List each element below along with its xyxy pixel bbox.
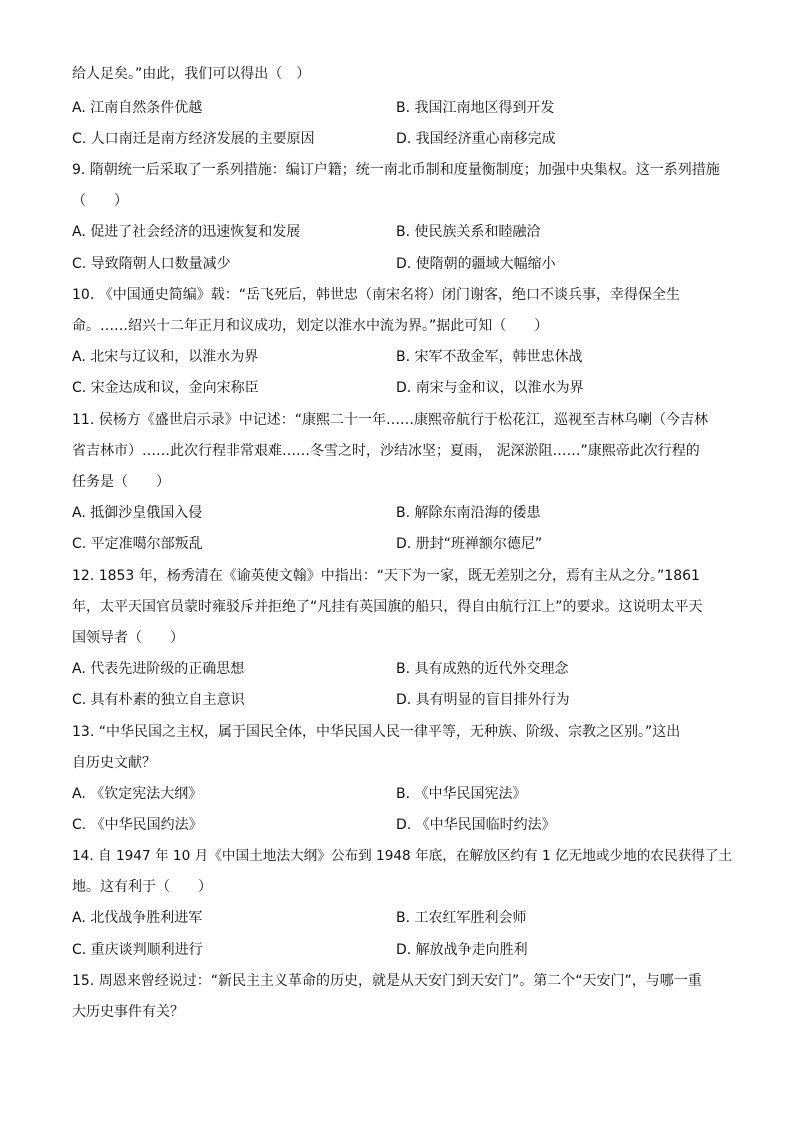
q8-options-row-1 xyxy=(72,98,732,118)
q12-stem-line-3: 国领导者（ ） xyxy=(72,630,184,646)
q11-stem-line-2: 省吉林市）……此次行程非常艰难……冬雪之时，沙结冰坚；夏雨， 泥深淤阻……”康熙帝此次行程的 xyxy=(72,443,700,459)
q8-stem-tail: 给人足矣。”由此，我们可以得出（ ） xyxy=(72,66,311,82)
q12-options-row-2 xyxy=(72,690,732,710)
q11-stem-line-3: 任务是（ ） xyxy=(72,474,170,490)
q12-option-a: A. 代表先进阶级的正确思想 xyxy=(72,661,245,677)
q13-stem-line-1: 13. “中华民国之主权，属于国民全体，中华民国人民一律平等，无种族、阶级、宗教之区别。”这出 xyxy=(72,724,681,740)
q13-option-c: C. 《中华民国约法》 xyxy=(72,817,203,833)
q12-options-row-1 xyxy=(72,659,732,679)
q14-stem-line-1: 14. 自 1947 年 10 月《中国土地法大纲》公布到 1948 年底，在解放区约有 1 亿无地或少地的农民获得了土 xyxy=(72,848,733,864)
q9-option-b: B. 使民族关系和睦融洽 xyxy=(396,224,541,240)
q13-stem-line-2: 自历史文献？ xyxy=(72,755,156,771)
q14-options-row-2 xyxy=(72,940,732,960)
q14-option-d: D. 解放战争走向胜利 xyxy=(396,942,528,958)
q14-option-c: C. 重庆谈判顺利进行 xyxy=(72,942,203,958)
q12-option-c: C. 具有朴素的独立自主意识 xyxy=(72,692,245,708)
q10-option-c: C. 宋金达成和议，金向宋称臣 xyxy=(72,380,259,396)
q14-option-a: A. 北伐战争胜利进军 xyxy=(72,910,203,926)
q14-stem-line-2: 地。这有利于（ ） xyxy=(72,879,212,895)
q15-stem-line-1: 15. 周恩来曾经说过：“新民主主义革命的历史，就是从天安门到天安门”。第二个“天安门”，与哪一重 xyxy=(72,973,702,989)
q8-option-b: B. 我国江南地区得到开发 xyxy=(396,100,555,116)
q9-stem-line-2: （ ） xyxy=(72,193,128,209)
q13-option-b: B. 《中华民国宪法》 xyxy=(396,786,527,802)
q15-stem-line-2: 大历史事件有关？ xyxy=(72,1004,184,1020)
q11-option-d: D. 册封“班禅额尔德尼” xyxy=(396,536,543,552)
q12-option-d: D. 具有明显的盲目排外行为 xyxy=(396,692,570,708)
q10-option-a: A. 北宋与辽议和，以淮水为界 xyxy=(72,349,259,365)
q12-stem-line-1: 12. 1853 年，杨秀清在《谕英使文翰》中指出：“天下为一家，既无差别之分，焉有主从之分。”1861 xyxy=(72,568,700,584)
q10-option-d: D. 南宋与金和议，以淮水为界 xyxy=(396,380,584,396)
q9-option-a: A. 促进了社会经济的迅速恢复和发展 xyxy=(72,224,301,240)
q12-stem-line-2: 年，太平天国官员蒙时雍驳斥并拒绝了“凡挂有英国旗的船只，得自由航行江上”的要求。这说明太平天 xyxy=(72,599,703,615)
q11-stem-line-1: 11. 侯杨方《盛世启示录》中记述：“康熙二十一年……康熙帝航行于松花江，巡视至吉林乌喇（今吉林 xyxy=(72,412,708,428)
q12-option-b: B. 具有成熟的近代外交理念 xyxy=(396,661,569,677)
q14-options-row-1 xyxy=(72,908,732,928)
q11-option-c: C. 平定准噶尔部叛乱 xyxy=(72,536,203,552)
q8-option-c: C. 人口南迁是南方经济发展的主要原因 xyxy=(72,131,315,147)
q11-options-row-1 xyxy=(72,503,732,523)
q13-option-d: D. 《中华民国临时约法》 xyxy=(396,817,556,833)
q10-options-row-2 xyxy=(72,378,732,398)
q10-stem-line-1: 10. 《中国通史简编》载：“岳飞死后，韩世忠（南宋名将）闭门谢客，绝口不谈兵事，幸得保全生 xyxy=(72,287,680,303)
q13-option-a: A. 《钦定宪法大纲》 xyxy=(72,786,203,802)
q9-options-row-2 xyxy=(72,254,732,274)
q11-option-b: B. 解除东南沿海的倭患 xyxy=(396,505,541,521)
q9-stem-line-1: 9. 隋朝统一后采取了一系列措施：编订户籍；统一南北币制和度量衡制度；加强中央集权。这一系列措施 xyxy=(72,162,720,178)
q9-option-c: C. 导致隋朝人口数量减少 xyxy=(72,256,231,272)
q10-stem-line-2: 命。……绍兴十二年正月和议成功，划定以淮水中流为界。”据此可知（ ） xyxy=(72,318,549,334)
q11-option-a: A. 抵御沙皇俄国入侵 xyxy=(72,505,203,521)
q13-options-row-2 xyxy=(72,815,732,835)
q14-option-b: B. 工农红军胜利会师 xyxy=(396,910,527,926)
q10-options-row-1 xyxy=(72,347,732,367)
q8-option-a: A. 江南自然条件优越 xyxy=(72,100,203,116)
q11-options-row-2 xyxy=(72,534,732,554)
q8-option-d: D. 我国经济重心南移完成 xyxy=(396,131,556,147)
q10-option-b: B. 宋军不敌金军，韩世忠休战 xyxy=(396,349,583,365)
q9-option-d: D. 使隋朝的疆域大幅缩小 xyxy=(396,256,556,272)
q8-options-row-2 xyxy=(72,129,732,149)
q13-options-row-1 xyxy=(72,784,732,804)
q9-options-row-1 xyxy=(72,222,732,242)
